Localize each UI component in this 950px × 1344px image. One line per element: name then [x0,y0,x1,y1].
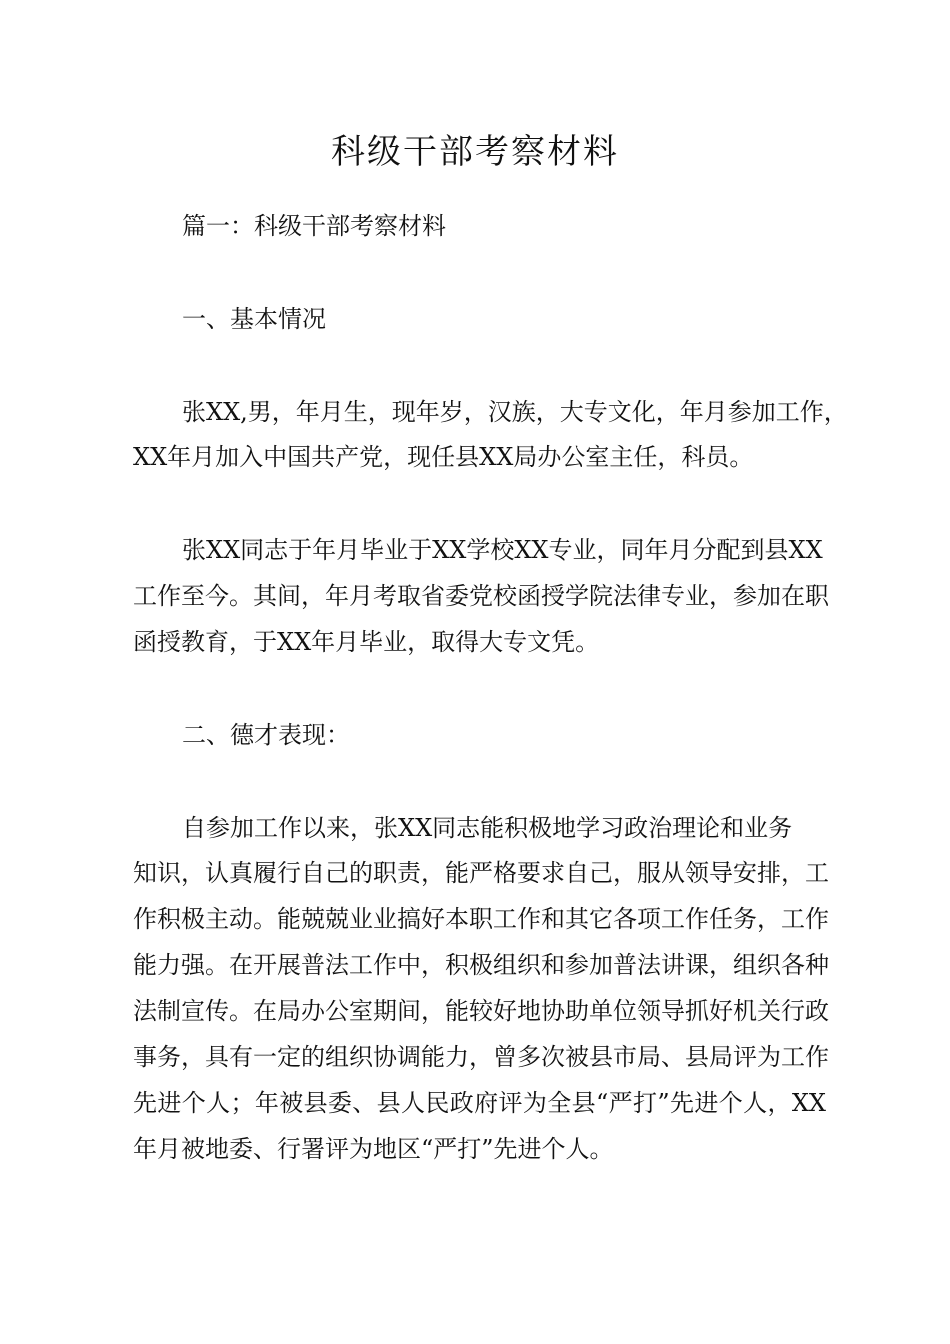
paragraph-line: 工作至今。其间，年月考取省委党校函授学院法律专业，参加在职 [133,582,829,610]
paragraph-line: 能力强。在开展普法工作中，积极组织和参加普法讲课，组织各种 [133,951,829,979]
section-heading-performance: 二、德才表现： [182,721,350,749]
section-heading-basic-info: 一、基本情况 [182,305,326,333]
paragraph-line: 年月被地委、行署评为地区“严打”先进个人。 [133,1135,614,1163]
paragraph-line: 作积极主动。能兢兢业业搞好本职工作和其它各项工作任务，工作 [133,905,829,933]
paragraph-line: 自参加工作以来，张XX同志能积极地学习政治理论和业务 [182,814,793,842]
paragraph-line: 张XX同志于年月毕业于XX学校XX专业，同年月分配到县XX [182,536,823,564]
paragraph-line: 函授教育，于XX年月毕业，取得大专文凭。 [133,628,600,656]
paragraph-line: 张XX,男，年月生，现年岁，汉族，大专文化，年月参加工作， [182,398,848,426]
paragraph-line: XX年月加入中国共产党，现任县XX局办公室主任，科员。 [133,443,754,471]
paragraph-line: 法制宣传。在局办公室期间，能较好地协助单位领导抓好机关行政 [133,997,829,1025]
paragraph-line: 事务，具有一定的组织协调能力，曾多次被县市局、县局评为工作 [133,1043,829,1071]
paragraph-line: 先进个人；年被县委、县人民政府评为全县“严打”先进个人，XX [133,1089,826,1117]
paragraph-line: 知识，认真履行自己的职责，能严格要求自己，服从领导安排，工 [133,859,829,887]
document-subtitle: 篇一：科级干部考察材料 [182,212,446,240]
document-title: 科级干部考察材料 [331,132,619,172]
